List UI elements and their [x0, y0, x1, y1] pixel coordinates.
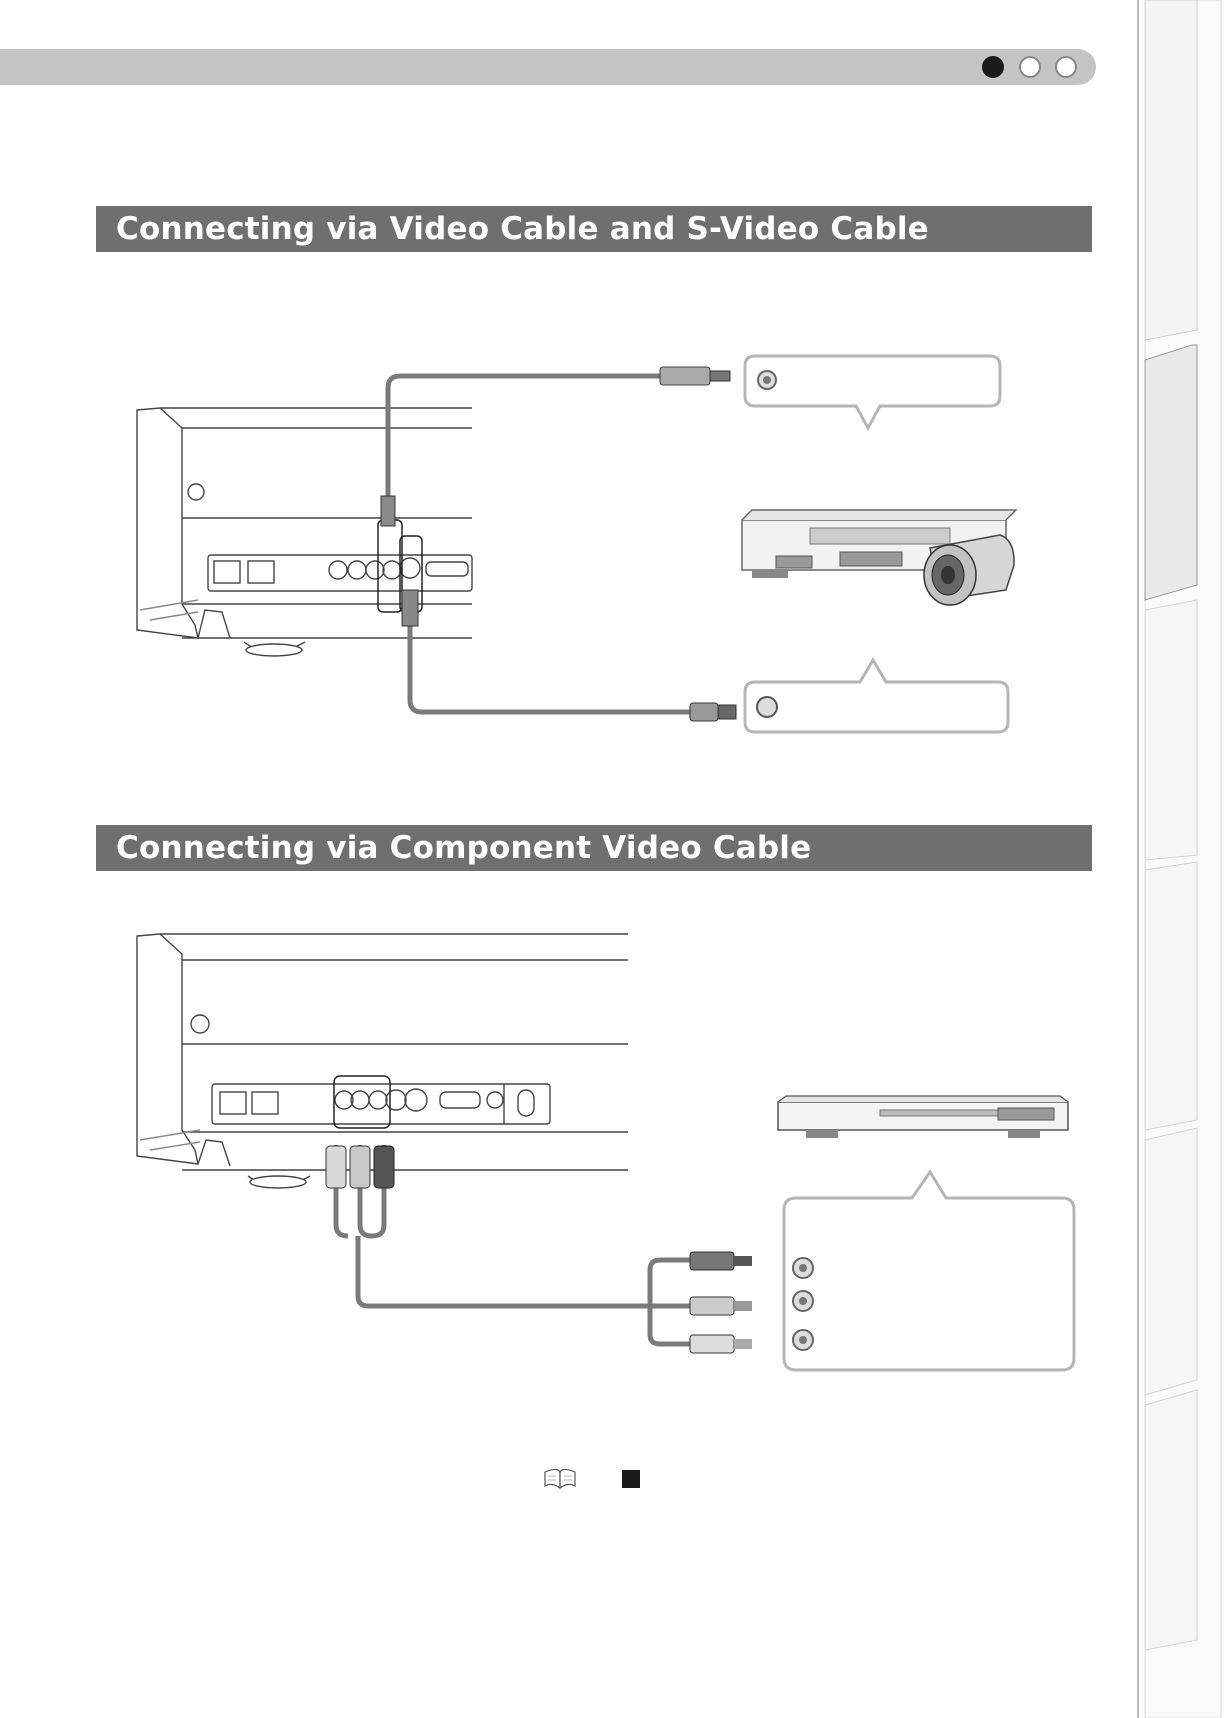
side-tab-3[interactable] — [1145, 600, 1197, 860]
side-tab-5[interactable] — [1145, 1128, 1197, 1395]
section-title-video-svideo: Connecting via Video Cable and S-Video Cable — [96, 206, 1092, 252]
side-tab-4[interactable] — [1145, 862, 1197, 1130]
book-icon — [545, 1469, 575, 1488]
section-title-component: Connecting via Component Video Cable — [96, 825, 1092, 871]
side-tab-1[interactable] — [1145, 0, 1197, 340]
side-tab-6[interactable] — [1145, 1390, 1197, 1650]
square-bullet-icon — [622, 1470, 640, 1488]
side-tab-strip — [1137, 0, 1225, 1718]
side-tab-2-active[interactable] — [1145, 345, 1197, 600]
